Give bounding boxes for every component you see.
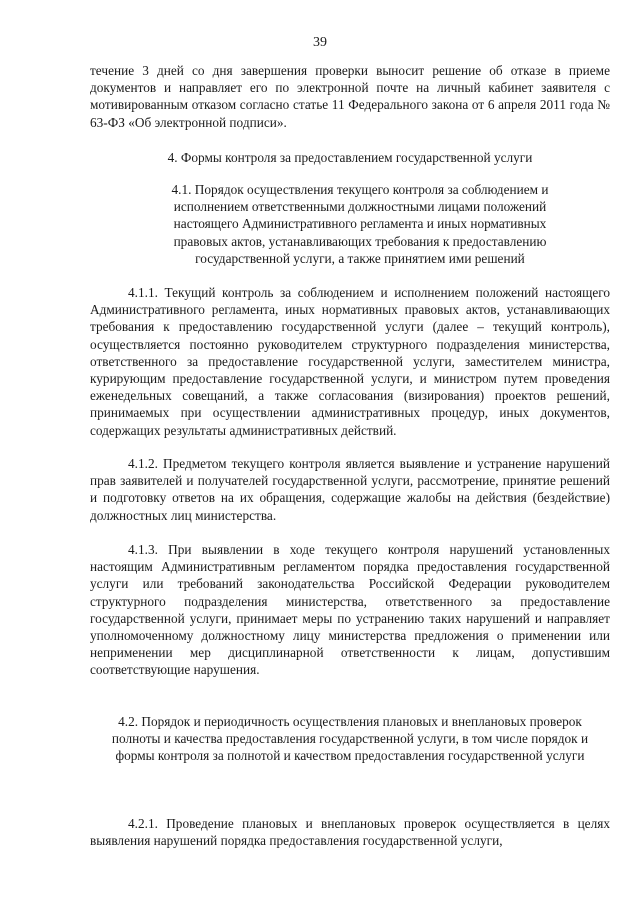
- continuation-paragraph: течение 3 дней со дня завершения проверки выносит решение об отказе в приеме документов и направляет его по электронной почте на личный кабинет заявителя с мотивированным отказом согласно статье 11 Федерального закона от 6 апреля 2011 года № 63-ФЗ «Об электронной подписи».: [90, 63, 610, 130]
- section-4-2-heading: 4.2. Порядок и периодичность осуществления плановых и внеплановых проверок полноты и качества предоставления государственной услуги, в том числе порядок и формы контроля за полнотой и качеством предоставления государственной услуги: [111, 714, 589, 764]
- paragraph-4-1-2: 4.1.2. Предметом текущего контроля является выявление и устранение нарушений прав заявителей и получателей государственной услуги, рассмотрение, принятие решений и подготовку ответов на их обращения, содержащие жалобы на действия (бездействие) должностных лиц министерства.: [90, 456, 610, 523]
- section-4-1-heading: 4.1. Порядок осуществления текущего контроля за соблюдением и исполнением ответственными должностными лицами положений настоящего Административного регламента и иных нормативных правовых актов, устанавливающих требования к предоставлению государственной услуги, а также принятием ими решений: [171, 182, 549, 266]
- paragraph-4-2-1: 4.2.1. Проведение плановых и внеплановых проверок осуществляется в целях выявления нарушений порядка предоставления государственной услуги,: [90, 816, 610, 849]
- paragraph-4-1-1: 4.1.1. Текущий контроль за соблюдением и исполнением положений настоящего Административного регламента, иных нормативных правовых актов, устанавливающих требования к предоставлению государственной услуги (далее – текущий контроль), осуществляется постоянно руководителем структурного подразделения министерства, ответственного за предоставление государственной услуги, заместителем министра, курирующим предоставление государственной услуги, и министром путем проведения еженедельных совещаний, а также согласования (визирования) проектов решений, принимаемых при осуществлении административных процедур, иных документов, содержащих результаты административных действий.: [90, 285, 610, 438]
- paragraph-4-1-3: 4.1.3. При выявлении в ходе текущего контроля нарушений установленных настоящим Административным регламентом порядка предоставления государственной услуги или требований законодательства Российской Федерации руководителем структурного подразделения министерства, ответственного за предоставление государственной услуги, принимает меры по устранению таких нарушений и направляет уполномоченному должностному лицу министерства предложения о применении или неприменении мер дисциплинарной ответственности к лицам, допустившим соответствующие нарушения.: [90, 542, 610, 678]
- page-number: 39: [313, 35, 327, 50]
- section-4-heading: 4. Формы контроля за предоставлением государственной услуги: [167, 150, 533, 165]
